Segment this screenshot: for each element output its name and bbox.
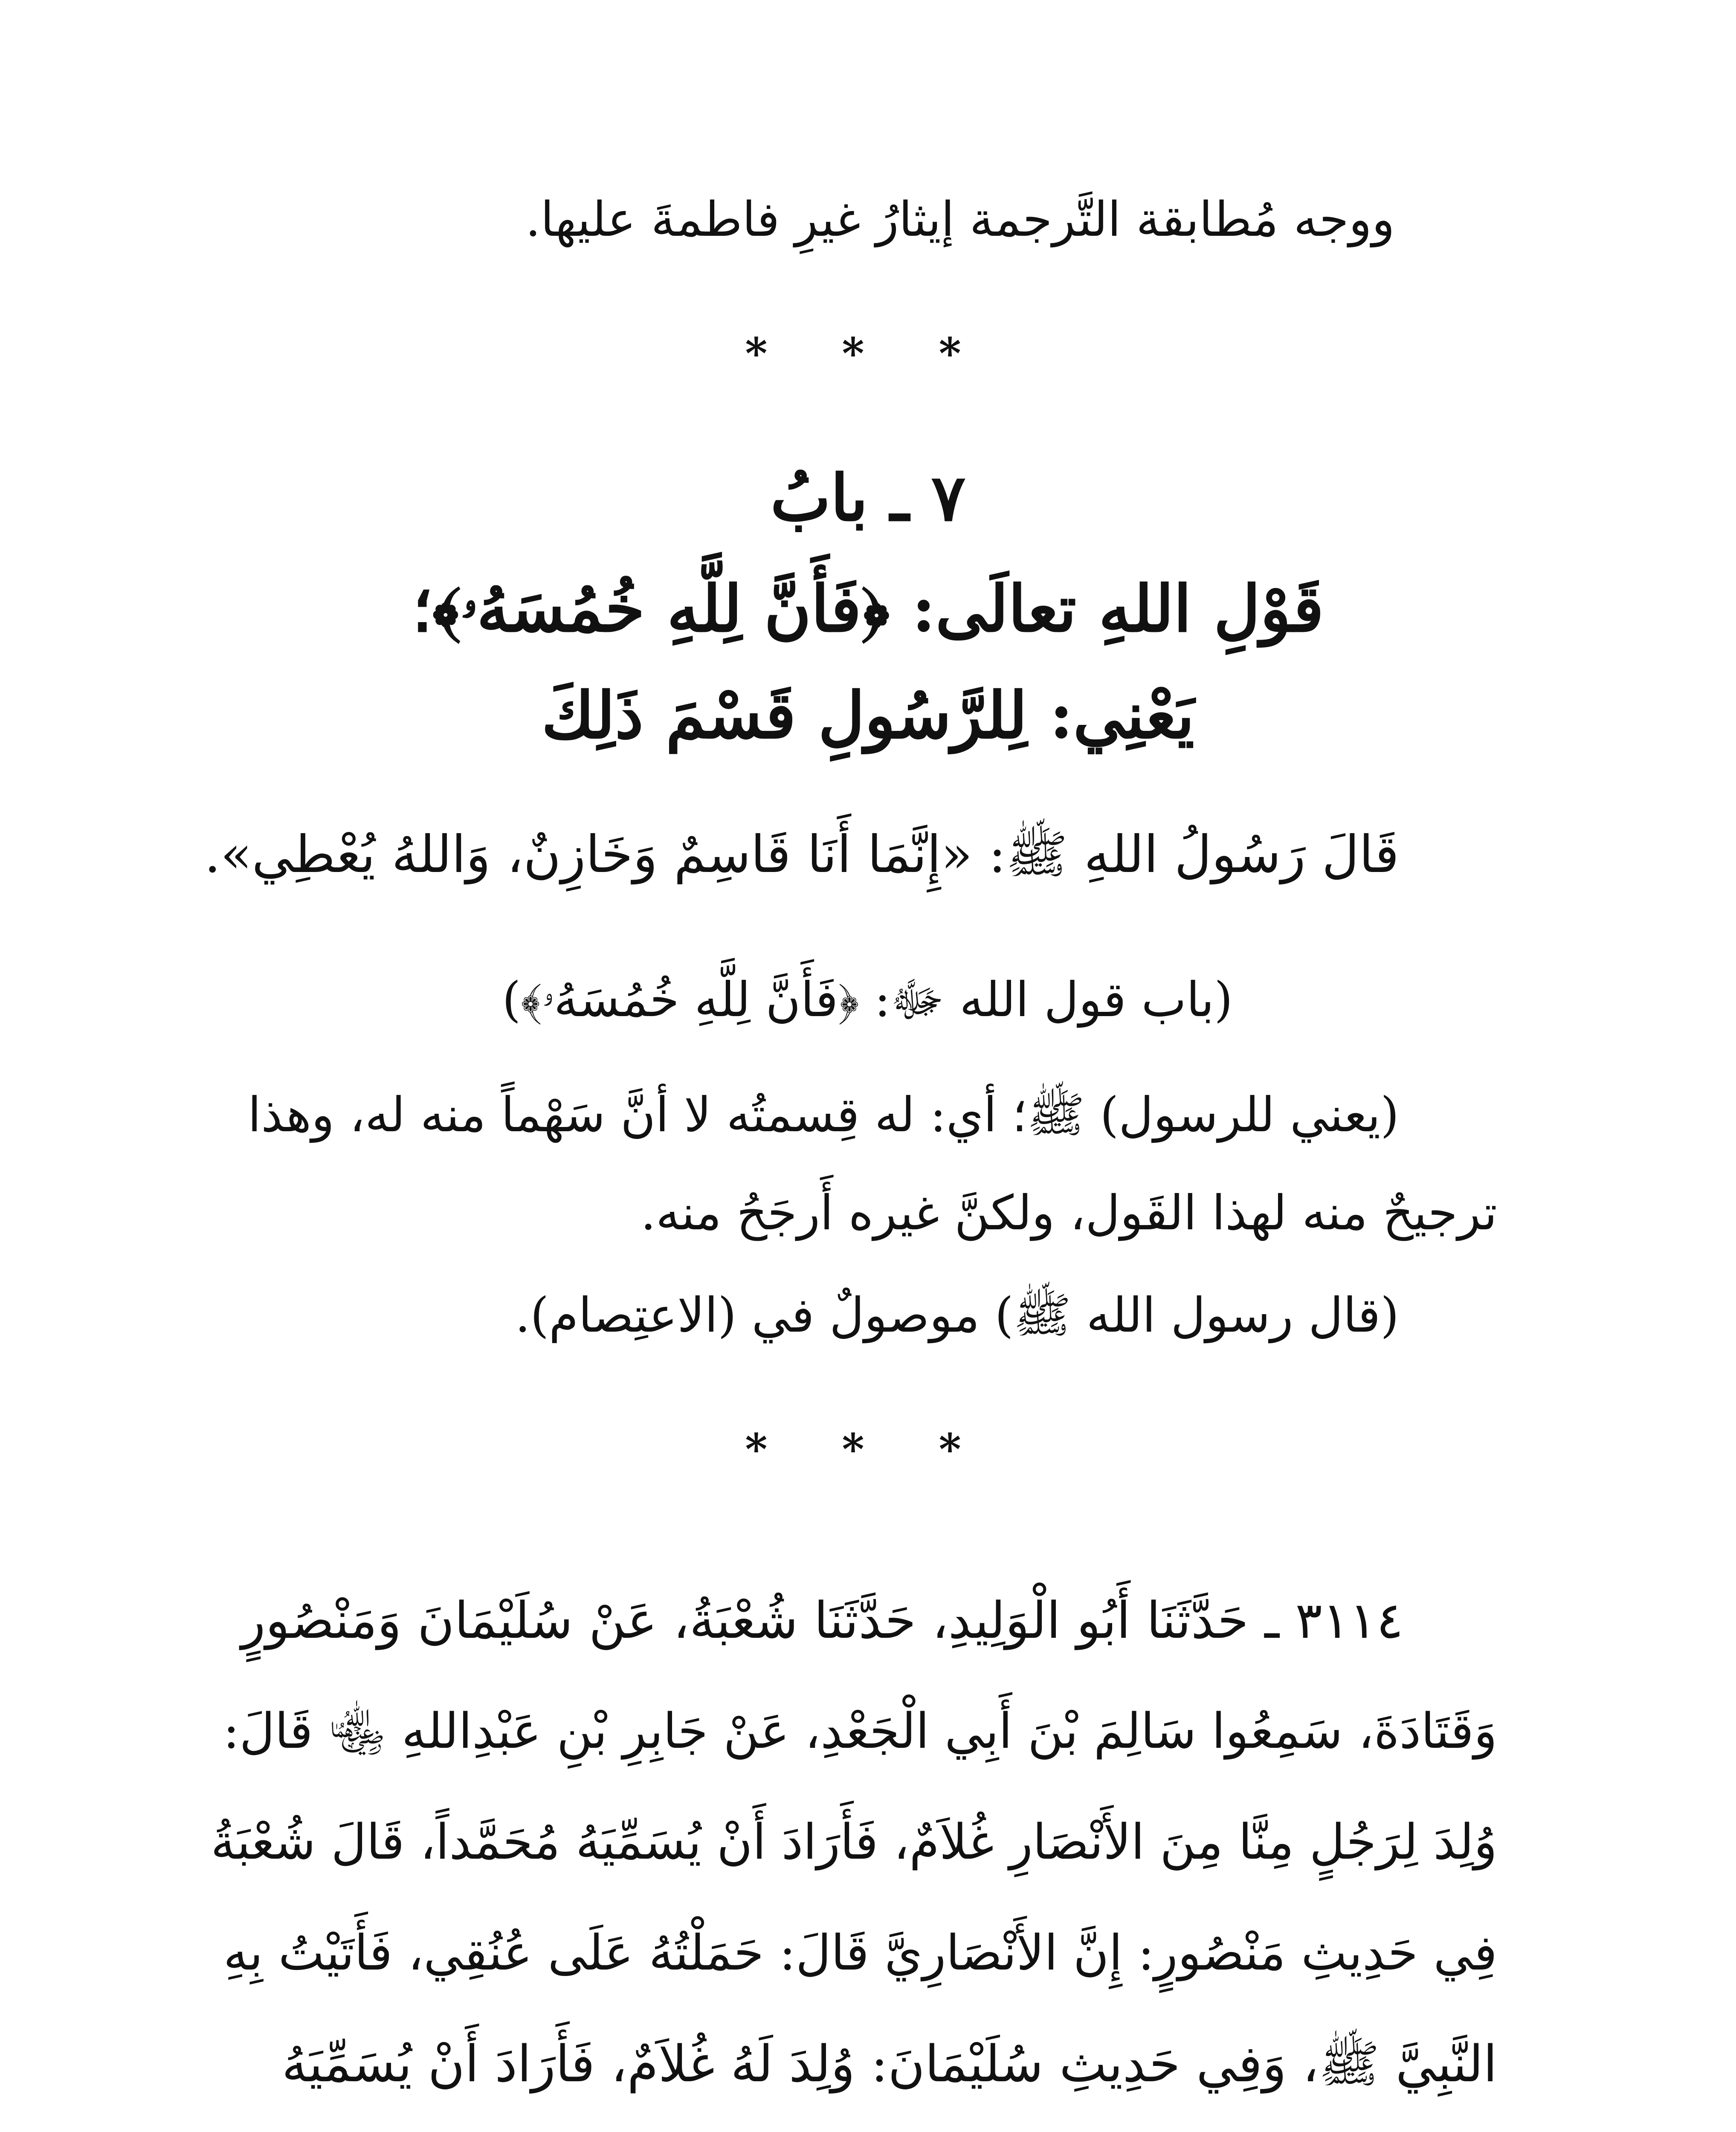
separator-bottom: * * * (745, 1424, 991, 1474)
commentary-line-4: (قال رسول الله ﷺ) موصولٌ في (الاعتِصام). (515, 1288, 1399, 1343)
commentary-line-1: (باب قول الله ﷻ: ﴿فَأَنَّ لِلَّهِ خُمُسَهُۥ﴾) (502, 972, 1233, 1028)
commentary-line-2: (يعني للرسول) ﷺ؛ أي: له قِسمتُه لا أنَّ سَهْماً منه له، وهذا (248, 1087, 1399, 1143)
hadith-line-5: النَّبِيَّ ﷺ، وَفِي حَدِيثِ سُلَيْمَانَ: وُلِدَ لَهُ غُلاَمٌ، فَأَرَادَ أَنْ يُسَمِّيَهُ (281, 2034, 1497, 2093)
intro-line: ووجه مُطابقة التَّرجمة إيثارُ غيرِ فاطمةَ عليها. (525, 192, 1395, 247)
hadith-line-1: ٣١١٤ ـ حَدَّثَنَا أَبُو الْوَلِيدِ، حَدَّثَنَا شُعْبَةُ، عَنْ سُلَيْمَانَ وَمَنْصُورٍ (241, 1591, 1403, 1650)
commentary-line-3: ترجيحٌ منه لهذا القَول، ولكنَّ غيره أَرجَحُ منه. (640, 1185, 1497, 1241)
hadith-line-2: وَقَتَادَةَ، سَمِعُوا سَالِمَ بْنَ أَبِي الْجَعْدِ، عَنْ جَابِرِ بْنِ عَبْدِاللهِ ﵄ قَالَ: (223, 1703, 1497, 1759)
chapter-number: ٧ ـ بابُ (770, 461, 966, 536)
hadith-line-4: فِي حَدِيثِ مَنْصُورٍ: إِنَّ الأَنْصَارِيَّ قَالَ: حَمَلْتُهُ عَلَى عُنُقِي، فَأَتَيْتُ بِهِ (223, 1924, 1497, 1981)
hadith-line-3: وُلِدَ لِرَجُلٍ مِنَّا مِنَ الأَنْصَارِ غُلاَمٌ، فَأَرَادَ أَنْ يُسَمِّيَهُ مُحَمَّداً، قَالَ شُعْبَةُ (211, 1813, 1497, 1870)
separator-top: * * * (745, 328, 991, 379)
chapter-title-line2: يَعْنِي: لِلرَّسُولِ قَسْمَ ذَلِكَ (542, 678, 1194, 753)
prophet-quote: قَالَ رَسُولُ اللهِ ﷺ: «إِنَّمَا أَنَا قَاسِمٌ وَخَازِنٌ، وَاللهُ يُعْطِي». (204, 825, 1399, 884)
chapter-title-line1: قَوْلِ اللهِ تعالَى: ﴿فَأَنَّ لِلَّهِ خُمُسَهُۥ﴾؛ (412, 571, 1324, 646)
